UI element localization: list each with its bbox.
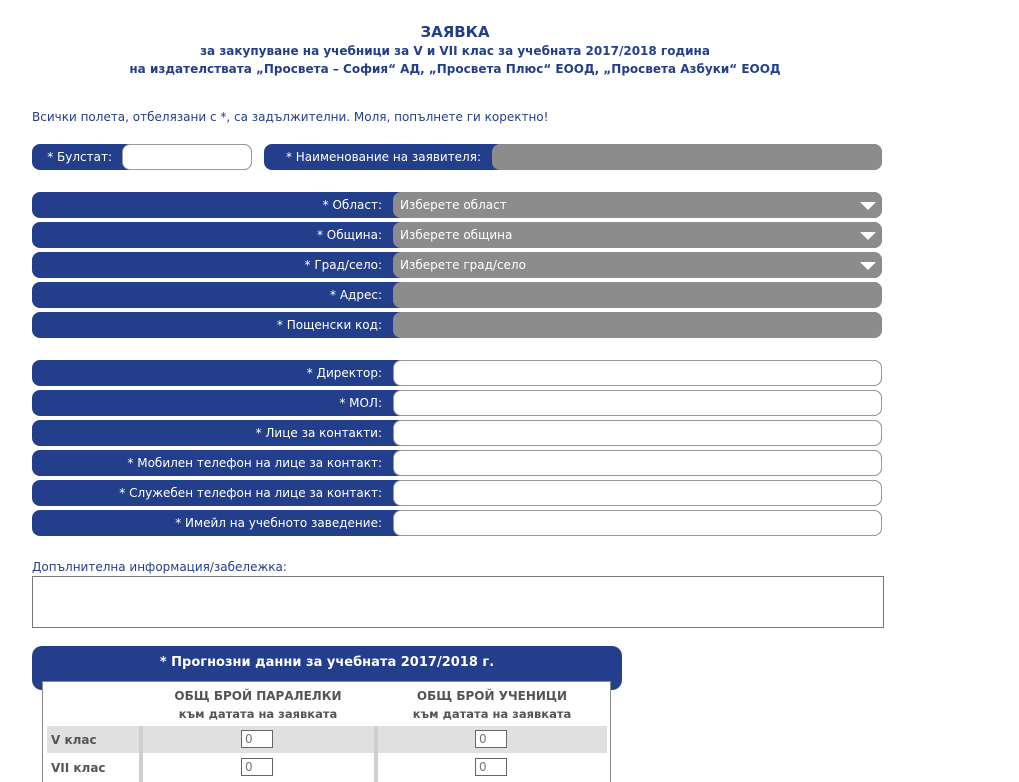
applicant-input[interactable] (492, 144, 882, 170)
postcode-input[interactable] (393, 312, 882, 338)
office-phone-label: * Служебен телефон на лице за контакт: (119, 486, 382, 500)
municipality-label: * Община: (316, 228, 382, 242)
applicant-label: * Наименование на заявителя: (285, 150, 481, 164)
postcode-label: * Пощенски код: (276, 318, 382, 332)
address-label: * Адрес: (330, 288, 382, 302)
forecast-table (42, 681, 611, 782)
region-value: Изберете област (400, 198, 507, 212)
forecast-title: * Прогнозни данни за учебната 2017/2018 г. (159, 655, 495, 670)
row-label: V клас (51, 733, 97, 747)
table-row (47, 726, 607, 753)
region-row (32, 192, 882, 218)
column-divider (374, 726, 378, 782)
col-header-classes-title: ОБЩ БРОЙ ПАРАЛЕЛКИ (174, 689, 342, 703)
municipality-select[interactable] (393, 222, 882, 248)
email-row (32, 510, 882, 536)
email-input[interactable] (393, 510, 882, 536)
contact-person-row (32, 420, 882, 446)
mol-input[interactable] (393, 390, 882, 416)
city-label: * Град/село: (304, 258, 382, 272)
bulstat-input[interactable] (122, 144, 252, 170)
municipality-row (32, 222, 882, 248)
page-subtitle-1: за закупуване на учебници за V и VII клас за учебната 2017/2018 година (200, 44, 710, 58)
mobile-phone-row (32, 450, 882, 476)
additional-info-label: Допълнителна информация/забележка: (32, 560, 287, 574)
col-header-students (377, 687, 607, 723)
col-header-students-sub: към датата на заявката (412, 707, 572, 721)
city-select[interactable] (393, 252, 882, 278)
row-label: VII клас (51, 761, 106, 775)
contact-person-label: * Лице за контакти: (255, 426, 382, 440)
page-subtitle-2: на издателствата „Просвета – София“ АД, „Просвета Плюс“ ЕООД, „Просвета Азбуки“ ЕООД (129, 62, 781, 76)
director-input[interactable] (393, 360, 882, 386)
region-select[interactable] (393, 192, 882, 218)
mobile-phone-input[interactable] (393, 450, 882, 476)
vii-students-input[interactable]: 0 (475, 758, 507, 776)
postcode-row (32, 312, 882, 338)
region-label: * Област: (322, 198, 382, 212)
office-phone-input[interactable] (393, 480, 882, 506)
col-header-students-title: ОБЩ БРОЙ УЧЕНИЦИ (416, 689, 568, 703)
vii-classes-input[interactable]: 0 (241, 758, 273, 776)
office-phone-row (32, 480, 882, 506)
applicant-row (264, 144, 882, 170)
mol-row (32, 390, 882, 416)
mol-label: * МОЛ: (339, 396, 382, 410)
col-header-classes (143, 687, 373, 723)
address-input[interactable] (393, 282, 882, 308)
chevron-down-icon (860, 232, 876, 240)
page-title: ЗАЯВКА (420, 23, 490, 41)
required-note: Всички полета, отбелязани с *, са задължителни. Моля, попълнете ги коректно! (32, 110, 549, 124)
contact-person-input[interactable] (393, 420, 882, 446)
additional-info-textarea[interactable] (32, 576, 884, 628)
city-row (32, 252, 882, 278)
v-classes-input[interactable]: 0 (241, 730, 273, 748)
mobile-phone-label: * Мобилен телефон на лице за контакт: (127, 456, 382, 470)
column-divider (139, 726, 143, 782)
table-row (47, 754, 607, 781)
director-label: * Директор: (306, 366, 382, 380)
col-header-classes-sub: към датата на заявката (178, 707, 338, 721)
chevron-down-icon (860, 202, 876, 210)
city-value: Изберете град/село (400, 258, 526, 272)
email-label: * Имейл на учебното заведение: (175, 516, 382, 530)
municipality-value: Изберете община (400, 228, 513, 242)
bulstat-row (32, 144, 252, 170)
bulstat-label: * Булстат: (47, 150, 112, 164)
v-students-input[interactable]: 0 (475, 730, 507, 748)
director-row (32, 360, 882, 386)
chevron-down-icon (860, 262, 876, 270)
address-row (32, 282, 882, 308)
